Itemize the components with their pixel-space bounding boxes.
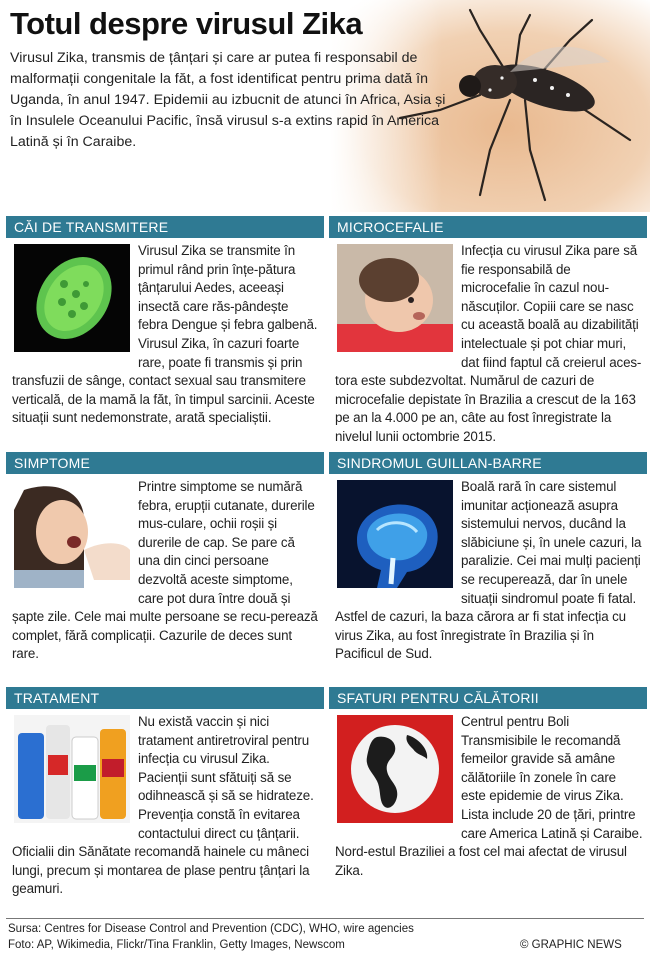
panel-transmission [6,216,324,428]
panel-guillain-barre [329,452,647,664]
globe-icon [337,715,453,823]
sneezing-woman-icon [14,480,130,588]
photo-credit-line: Foto: AP, Wikimedia, Flickr/Tina Franklin, Getty Images, Newscom [8,939,345,951]
panel-body [329,238,647,447]
panel-body [329,709,647,880]
column-divider [324,216,326,916]
header [0,0,650,212]
virus-image [14,244,130,352]
panel-text: Boală rară în care sistemul imunitar acționează asupra sistemului nervos, ducând la slăbiciune și, în unele cazuri, la paralizie. Cei mai mulți pacienți se recuperează, dar în unele situații sindromul poate fi fatal. Astfel de cazuri, la baza cărora ar fi stat infecția cu virus Zika, au fost înregistrate în Brazilia și în Pacificul de Sud. [335,479,642,662]
virus-particle-icon [14,244,130,352]
panel-microcephaly [329,216,647,447]
panel-heading: TRATAMENT [6,687,324,709]
panel-heading: MICROCEFALIE [329,216,647,238]
baby-image [337,244,453,352]
page-title: Totul despre virusul Zika [10,6,363,41]
sneezing-image [14,480,130,588]
panel-heading: SFATURI PENTRU CĂLĂTORII [329,687,647,709]
panel-treatment [6,687,324,899]
panel-text: Centrul pentru Boli Transmisibile le recomandă femeilor gravide să amâne călătoriile în zonele în care este epidemie de virus Zika. Lista include 20 de țări, printre care America Latină și Caraibe. Nord-estul Braziliei a fost cel mai afectat de virusul Zika. [335,714,643,878]
repellent-bottles-icon [14,715,130,823]
panel-symptoms [6,452,324,664]
repellent-image [14,715,130,823]
footer-rule [6,918,644,919]
panel-text: Virusul Zika se transmite în primul rând prin înțe-pătura țânțarului Aedes, aceeași insectă care răs-pândește febra Dengue și febra galbenă. Virusul Zika, în cazuri foarte rare, poate fi transmis și prin transfuzii de sânge, contact sexual sau transmitere verticală, de la mamă la făt, în timpul sarcinii. Aceste situații sunt nedemonstrate, arată specialiștii. [12,243,318,426]
source-line: Sursa: Centres for Disease Control and Prevention (CDC), WHO, wire agencies [8,923,414,935]
copyright-credit: © GRAPHIC NEWS [520,939,622,951]
panel-body [6,474,324,664]
globe-image [337,715,453,823]
panel-text: Nu există vaccin și nici tratament antiretroviral pentru infecția cu virusul Zika. Pacienții sunt sfătuiți să se odihnească și să se hidrateze. Prevenția constă în evitarea contactului direct cu țânțarii. Oficialii din Sănătate recomandă hainele cu mâneci lungi, precum și montarea de plase pentru țânțari la geamuri. [12,714,314,897]
panel-body [6,238,324,428]
panel-body [6,709,324,899]
panel-text: Printre simptome se numără febra, erupții cutanate, durerile mus-culare, ochii roșii și durerile de cap. Se pare că una din cinci persoane dezvoltă aceste simptome, care pot dura între două și șapte zile. Cele mai multe persoane se recu-perează complet, fără complicații. Cazurile de deces sunt rare. [12,479,318,662]
panel-body [329,474,647,664]
brain-scan-image [337,480,453,588]
brain-scan-icon [337,480,453,588]
panel-travel-advice [329,687,647,880]
panel-text: Infecția cu virusul Zika pare să fie responsabilă de microcefalie în cazul nou-născuților. Copiii care se nasc cu această boală au dizabilități intelectuale și pot chiar muri, dat fiind faptul că creierul aces-tora este subdezvoltat. Numărul de cazuri de microcefalie depistate în Brazilia a crescut de la 163 pe an la 4.000 pe an, câte au fost înregistrate la nivelul lunii octombrie 2015. [335,243,642,444]
panel-heading: SINDROMUL GUILLAN-BARRE [329,452,647,474]
panel-heading: CĂI DE TRANSMITERE [6,216,324,238]
baby-icon [337,244,453,352]
footer [0,918,650,963]
panel-heading: SIMPTOME [6,452,324,474]
intro-paragraph: Virusul Zika, transmis de țânțari și care ar putea fi responsabil de malformații congenitale la făt, a fost identificat pentru prima dată în Uganda, în anul 1947. Epidemii au izbucnit de atunci în Africa, Asia și în Insulele Oceanului Pacific, însă virusul s-a extins rapid în America Latină și în Caraibe. [10,50,446,150]
